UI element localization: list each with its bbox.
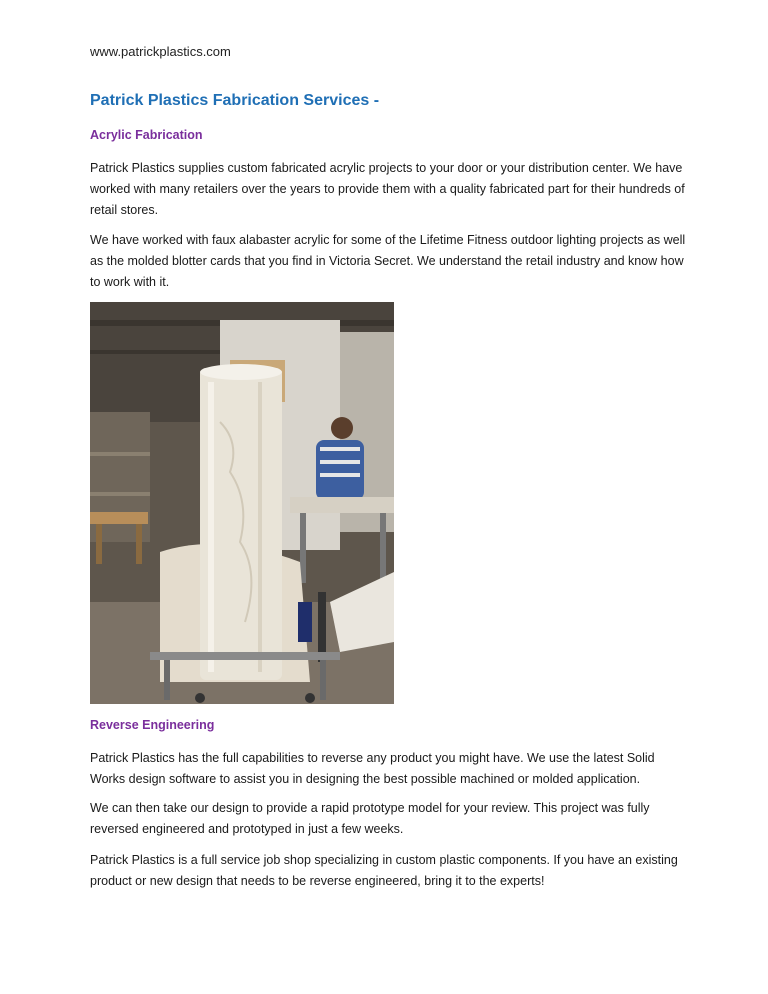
reverse-paragraph-1: Patrick Plastics has the full capabilities to reverse any product you might have. We use the latest Solid Works design software to assist you in designing the best possible machined or molded application. [90, 751, 655, 786]
reverse-paragraph-2: We can then take our design to provide a rapid prototype model for your review. This project was fully reversed engineered and prototyped in just a few weeks. [90, 801, 650, 836]
reverse-paragraph-3: Patrick Plastics is a full service job shop specializing in custom plastic components. If you have an existing product or new design that needs to be reverse engineered, bring it to the experts! [90, 853, 678, 888]
section-heading-acrylic-fabrication: Acrylic Fabrication [90, 128, 203, 142]
acrylic-paragraph-1: Patrick Plastics supplies custom fabricated acrylic projects to your door or your distribution center. We have worked with many retailers over the years to provide them with a quality fabricated part for their hundreds of retail stores. [90, 161, 685, 217]
acrylic-column-photo [90, 302, 394, 704]
page-title: Patrick Plastics Fabrication Services - [90, 92, 380, 109]
section-heading-reverse-engineering: Reverse Engineering [90, 718, 215, 732]
acrylic-paragraph-2: We have worked with faux alabaster acrylic for some of the Lifetime Fitness outdoor lighting projects as well as the molded blotter cards that you find in Victoria Secret. We understand the retail industry and know how to work with it. [90, 233, 686, 289]
site-url[interactable]: www.patrickplastics.com [90, 44, 231, 59]
